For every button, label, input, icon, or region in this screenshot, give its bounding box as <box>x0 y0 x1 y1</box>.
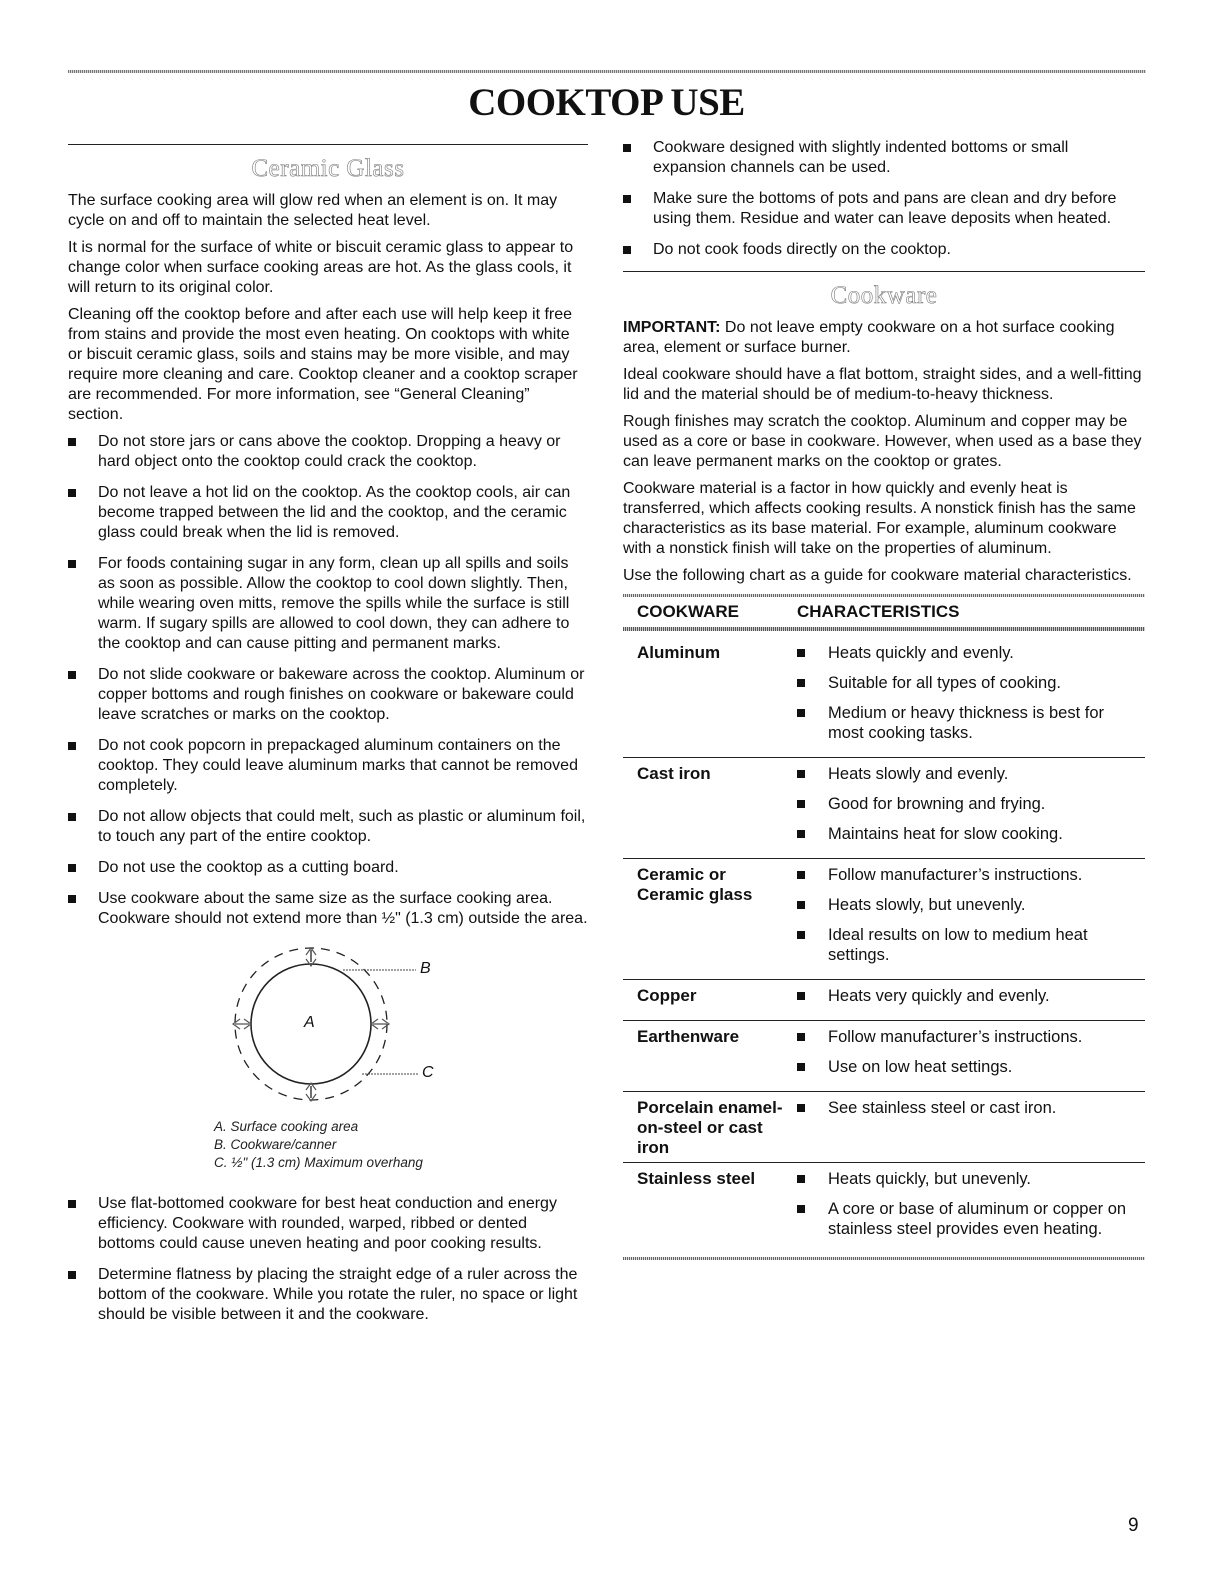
list-item: Maintains heat for slow cooking. <box>797 824 1143 844</box>
list-item: Heats slowly and evenly. <box>797 764 1143 784</box>
cookware-name: Earthenware <box>637 1027 740 1046</box>
important-text: Do not leave empty cookware on a hot surface cooking area, element or surface burner. <box>623 319 1115 356</box>
section-title-cookware: Cookware <box>830 282 938 309</box>
list-item: Good for browning and frying. <box>797 794 1143 814</box>
table-row <box>623 980 1145 1021</box>
cookware-name: Cast iron <box>637 764 711 783</box>
characteristics-list <box>797 865 1143 975</box>
characteristics-list <box>797 1027 1143 1087</box>
caption-a: A. Surface cooking area <box>214 1119 359 1134</box>
table-row <box>623 859 1145 980</box>
right-column <box>623 138 1145 1260</box>
cookware-name: Porcelain enamel-on-steel or cast iron <box>637 1098 783 1157</box>
paragraph: Ideal cookware should have a flat bottom, straight sides, and a well-fitting lid and the material should be of medium-to-heavy thickness. <box>623 366 1142 403</box>
paragraph: It is normal for the surface of white or biscuit ceramic glass to appear to change color when surface cooking areas are hot. As the glass cools, it will return to its original color. <box>68 239 574 296</box>
page-title: COOKTOP USE <box>468 81 745 124</box>
list-item: Do not leave a hot lid on the cooktop. As the cooktop cools, air can become trapped between the lid and the cooktop, and the ceramic glass could break when the lid is removed. <box>68 483 588 543</box>
paragraph: Rough finishes may scratch the cooktop. Aluminum and copper may be used as a core or base in cookware. However, when used as a base they can leave permanent marks on the cooktop or grates. <box>623 413 1142 470</box>
table-row <box>623 1163 1145 1253</box>
label-c: C <box>422 1064 434 1081</box>
list-item: Heats very quickly and evenly. <box>797 986 1143 1006</box>
list-item: Do not cook popcorn in prepackaged aluminum containers on the cooktop. They could leave aluminum marks that cannot be removed completely. <box>68 736 588 796</box>
list-item: Do not slide cookware or bakeware across the cooktop. Aluminum or copper bottoms and rough finishes on cookware or bakeware could leave scratches or marks on the cooktop. <box>68 665 588 725</box>
table-header <box>623 597 1145 627</box>
list-item: Do not store jars or cans above the cooktop. Dropping a heavy or hard object onto the cooktop could crack the cooktop. <box>68 432 588 472</box>
table-row <box>623 1092 1145 1163</box>
list-item: Heats slowly, but unevenly. <box>797 895 1143 915</box>
list-item: Follow manufacturer’s instructions. <box>797 865 1143 885</box>
paragraph: Cleaning off the cooktop before and after each use will help keep it free from stains and provide the most even heating. On cooktops with white or biscuit ceramic glass, soils and stains may be more visible, and may require more cleaning and care. Cooktop cleaner and a cooktop scraper are recommended. For more information, see “General Cleaning” section. <box>68 306 578 423</box>
bullet-list <box>68 432 588 929</box>
characteristics-list <box>797 764 1143 854</box>
characteristics-list <box>797 986 1143 1016</box>
characteristics-list <box>797 1169 1143 1249</box>
list-item: Heats quickly and evenly. <box>797 643 1143 663</box>
header-cookware: COOKWARE <box>637 602 739 621</box>
list-item: For foods containing sugar in any form, clean up all spills and soils as soon as possible. Allow the cooktop to cool down slightly. Then, while wearing oven mitts, remove the spills while the surface is still warm. If sugary spills are allowed to cool down, they can adhere to the cooktop and can cause pitting and permanent marks. <box>68 554 588 654</box>
list-item: Use cookware about the same size as the surface cooking area. Cookware should not extend more than ½" (1.3 cm) outside the area. <box>68 889 588 929</box>
list-item: Medium or heavy thickness is best for most cooking tasks. <box>797 703 1143 743</box>
bullet-list <box>623 138 1145 260</box>
list-item: A core or base of aluminum or copper on stainless steel provides even heating. <box>797 1199 1143 1239</box>
bullet-list <box>68 1194 588 1325</box>
section-divider <box>623 271 1145 272</box>
table-row <box>623 1021 1145 1092</box>
left-column <box>68 138 588 1336</box>
list-item: Follow manufacturer’s instructions. <box>797 1027 1143 1047</box>
page-number: 9 <box>1128 1515 1139 1536</box>
list-item: See stainless steel or cast iron. <box>797 1098 1143 1118</box>
table-header-rule <box>623 627 1145 631</box>
label-a: A <box>304 1014 315 1031</box>
section-title-ceramic-glass: Ceramic Glass <box>251 155 405 182</box>
list-item: Do not allow objects that could melt, such as plastic or aluminum foil, to touch any part of the entire cooktop. <box>68 807 588 847</box>
cookware-name: Stainless steel <box>637 1169 756 1188</box>
table-bottom-rule <box>623 1257 1145 1260</box>
list-item: Suitable for all types of cooking. <box>797 673 1143 693</box>
list-item: Cookware designed with slightly indented bottoms or small expansion channels can be used. <box>623 138 1145 178</box>
important-label: IMPORTANT: <box>623 319 721 336</box>
table-row <box>623 758 1145 859</box>
caption-b: B. Cookware/canner <box>214 1137 337 1152</box>
top-decorative-rule <box>68 70 1146 73</box>
cookware-name: Ceramic or Ceramic glass <box>637 865 753 904</box>
list-item: Determine flatness by placing the straight edge of a ruler across the bottom of the cookware. While you rotate the ruler, no space or light should be visible between it and the cookware. <box>68 1265 588 1325</box>
list-item: Make sure the bottoms of pots and pans are clean and dry before using them. Residue and water can leave deposits when heated. <box>623 189 1145 229</box>
important-paragraph <box>623 318 1145 358</box>
paragraph: The surface cooking area will glow red when an element is on. It may cycle on and off to maintain the selected heat level. <box>68 192 558 229</box>
overhang-diagram-drawing <box>68 940 588 1120</box>
list-item: Do not cook foods directly on the cooktop. <box>623 240 1145 260</box>
list-item: Heats quickly, but unevenly. <box>797 1169 1143 1189</box>
characteristics-list <box>797 1098 1143 1158</box>
list-item: Use flat-bottomed cookware for best heat conduction and energy efficiency. Cookware with rounded, warped, ribbed or dented bottoms could cause uneven heating and poor cooking results. <box>68 1194 588 1254</box>
list-item: Ideal results on low to medium heat settings. <box>797 925 1143 965</box>
header-characteristics: CHARACTERISTICS <box>797 602 960 621</box>
cookware-name: Aluminum <box>637 643 721 662</box>
paragraph: Cookware material is a factor in how quickly and evenly heat is transferred, which affects cooking results. A nonstick finish has the same characteristics as its base material. For example, aluminum cookware with a nonstick finish will take on the properties of aluminum. <box>623 480 1136 557</box>
label-b: B <box>420 960 431 977</box>
cookware-name: Copper <box>637 986 697 1005</box>
section-divider <box>68 144 588 145</box>
list-item: Use on low heat settings. <box>797 1057 1143 1077</box>
table-row <box>623 637 1145 758</box>
characteristics-list <box>797 643 1143 753</box>
cookware-overhang-diagram <box>68 940 588 1176</box>
paragraph: Use the following chart as a guide for cookware material characteristics. <box>623 567 1132 584</box>
caption-c: C. ½" (1.3 cm) Maximum overhang <box>214 1155 423 1170</box>
list-item: Do not use the cooktop as a cutting board. <box>68 858 588 878</box>
figure-captions <box>214 1118 423 1172</box>
